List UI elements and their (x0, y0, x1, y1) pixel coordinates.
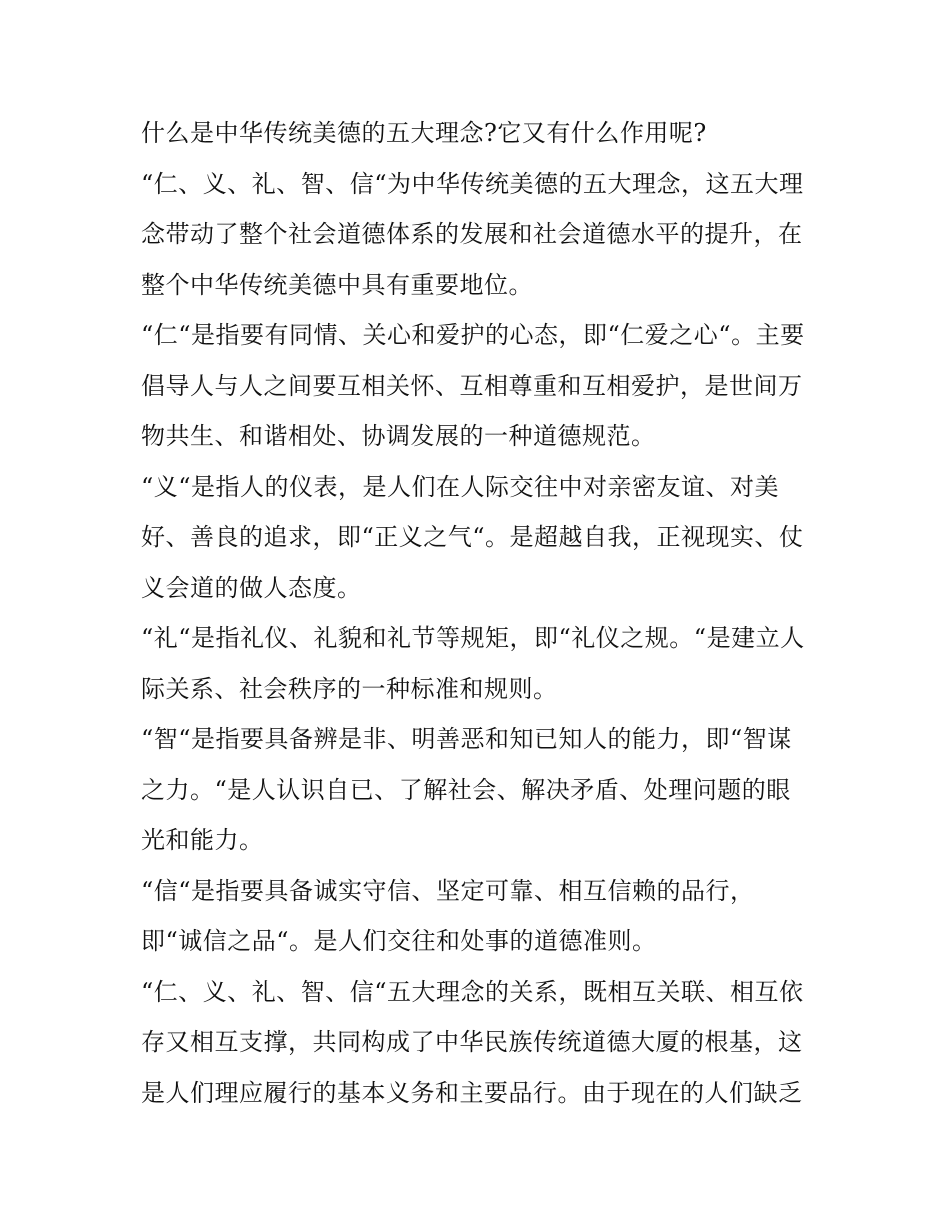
document-body (141, 108, 821, 1118)
text-line: 物共生、和谐相处、协调发展的一种道德规范。 (141, 422, 656, 450)
text-line: “信“是指要具备诚实守信、坚定可靠、相互信赖的品行， (141, 876, 755, 905)
text-line: 念带动了整个社会道德体系的发展和社会道德水平的提升，在 (141, 220, 803, 248)
text-line: 之力。“是人认识自已、了解社会、解决矛盾、处理问题的眼 (141, 775, 791, 804)
text-line: 际关系、社会秩序的一种标准和规则。 (141, 674, 558, 703)
text-line: “仁“是指要有同情、关心和爱护的心态，即“仁爱之心“。主要 (141, 321, 805, 349)
text-line: “礼“是指礼仪、礼貌和礼节等规矩，即“礼仪之规。“是建立人 (141, 624, 805, 652)
text-line: 倡导人与人之间要互相关怀、互相尊重和互相爱护，是世间万 (141, 371, 803, 400)
text-line: 义会道的做人态度。 (141, 573, 362, 602)
text-line: 什么是中华传统美德的五大理念?它又有什么作用呢? (141, 119, 707, 147)
text-line: “仁、义、礼、智、信“为中华传统美德的五大理念，这五大理 (141, 169, 804, 198)
text-line: “智“是指要具备辨是非、明善恶和知已知人的能力，即“智谋 (141, 725, 792, 753)
text-line: “义“是指人的仪表，是人们在人际交往中对亲密友谊、对美 (141, 472, 780, 501)
text-line: 好、善良的追求，即“正义之气“。是超越自我，正视现实、仗 (141, 523, 804, 551)
text-line: 即“诚信之品“。是人们交往和处事的道德准则。 (141, 927, 657, 955)
text-line: 存又相互支撑，共同构成了中华民族传统道德大厦的根基，这 (141, 1028, 803, 1056)
text-line: “仁、义、礼、智、信“五大理念的关系，既相互关联、相互依 (141, 977, 804, 1006)
text-line: 是人们理应履行的基本义务和主要品行。由于现在的人们缺乏 (141, 1078, 803, 1107)
text-line: 整个中华传统美德中具有重要地位。 (141, 270, 533, 299)
text-line: 光和能力。 (141, 826, 264, 854)
